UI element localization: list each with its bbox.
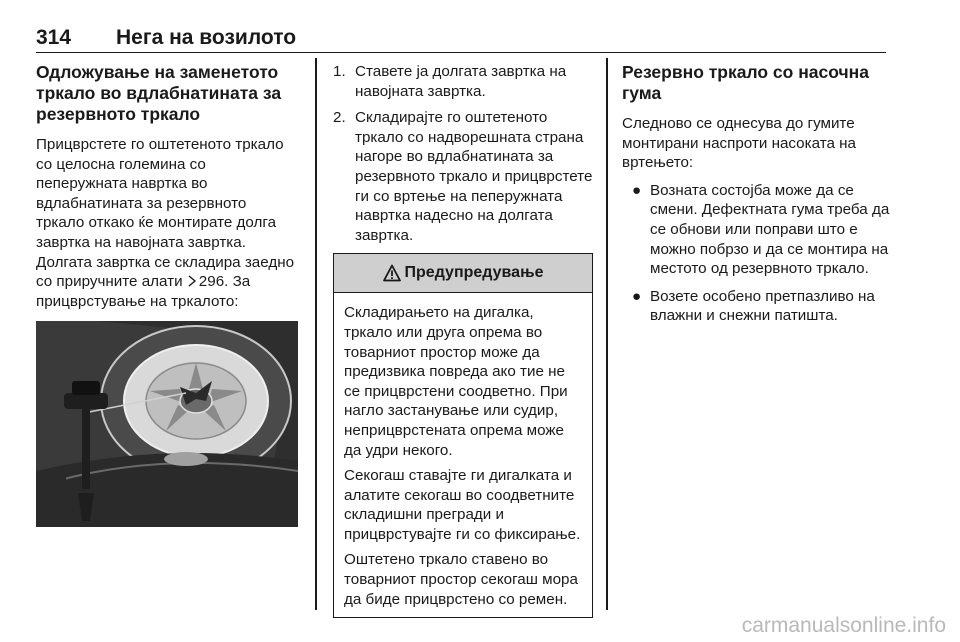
warning-paragraph: Оштетено тркало ставено во товарниот простор секогаш мора да биде прицврстено со ремен. (344, 551, 578, 608)
page-header (36, 26, 886, 53)
section-paragraph: Следново се однесува до гумите монтирани наспроти насоката на вртењето: (622, 115, 856, 172)
list-item (333, 62, 593, 101)
warning-title: Предупредување (404, 264, 544, 282)
watermark: carmanualsonline.info (741, 614, 946, 637)
section-heading: Одложување на заменетото тркало во вдлабнатината за резервното тркало (36, 62, 282, 124)
section-paragraph (36, 135, 298, 311)
page-number: 314 (36, 26, 72, 49)
step-text: Складирајте го оштетеното тркало со надворешната страна нагоре во вдлабнатината за резервното тркало и прицврстете ги со вртење на пеперужната навртка надесно на долгата завртка. (355, 109, 593, 244)
warning-body (334, 293, 592, 617)
paragraph-text: Прицврстете го оштетеното тркало со целосна големина со пеперужната навртка во вдлабнатината за резервното тркало откако ќе монтирате долга завртка на навојната завртка. Долгата завртка се складира заедно со приручните алати (36, 136, 295, 291)
warning-paragraph: Складирањето на дигалка, тркало или друга опрема во товарниот простор може да предизвика повреда ако тие не се прицврстени соодветно. При нагло застанување или судир, неприцврстената опрема може да удри некого. (344, 304, 568, 459)
paragraph-end: За прицврстување на тркалото: (36, 273, 251, 310)
bullet-text: Возете особено претпазливо на влажни и снежни патишта. (650, 287, 875, 325)
column-divider (606, 58, 608, 610)
warning-triangle-icon (383, 264, 401, 282)
warning-box (333, 253, 593, 618)
page-ref-arrow-icon (187, 275, 197, 287)
chapter-title: Нега на возилото (116, 26, 297, 49)
warning-header (334, 254, 592, 293)
bullet-icon: ● (632, 287, 642, 305)
list-item (622, 287, 890, 326)
column-middle (333, 62, 593, 618)
bullet-text: Возната состојба може да се смени. Дефектната гума треба да се обнови или поправи што е можно побрзо и да се монтира на местото од резервното тркало. (650, 181, 890, 278)
warning-paragraph: Секогаш ставајте ги дигалката и алатите секогаш во соодветните складишни прегради и прицврстувајте ги со фиксирање. (344, 467, 581, 543)
step-text: Ставете ја долгата завртка на навојната завртка. (355, 63, 567, 100)
column-left (36, 62, 298, 527)
page-reference[interactable]: 296. (198, 273, 229, 291)
column-divider (315, 58, 317, 610)
section-heading: Резервно тркало со насочна гума (622, 62, 869, 103)
column-right (622, 62, 890, 334)
instruction-steps (333, 62, 593, 245)
step-number: 1. (333, 63, 346, 80)
step-number: 2. (333, 109, 346, 127)
bullet-list (622, 181, 890, 326)
list-item (622, 181, 890, 279)
spare-wheel-well-image (36, 321, 298, 527)
bullet-icon: ● (632, 181, 642, 199)
list-item (333, 108, 593, 245)
